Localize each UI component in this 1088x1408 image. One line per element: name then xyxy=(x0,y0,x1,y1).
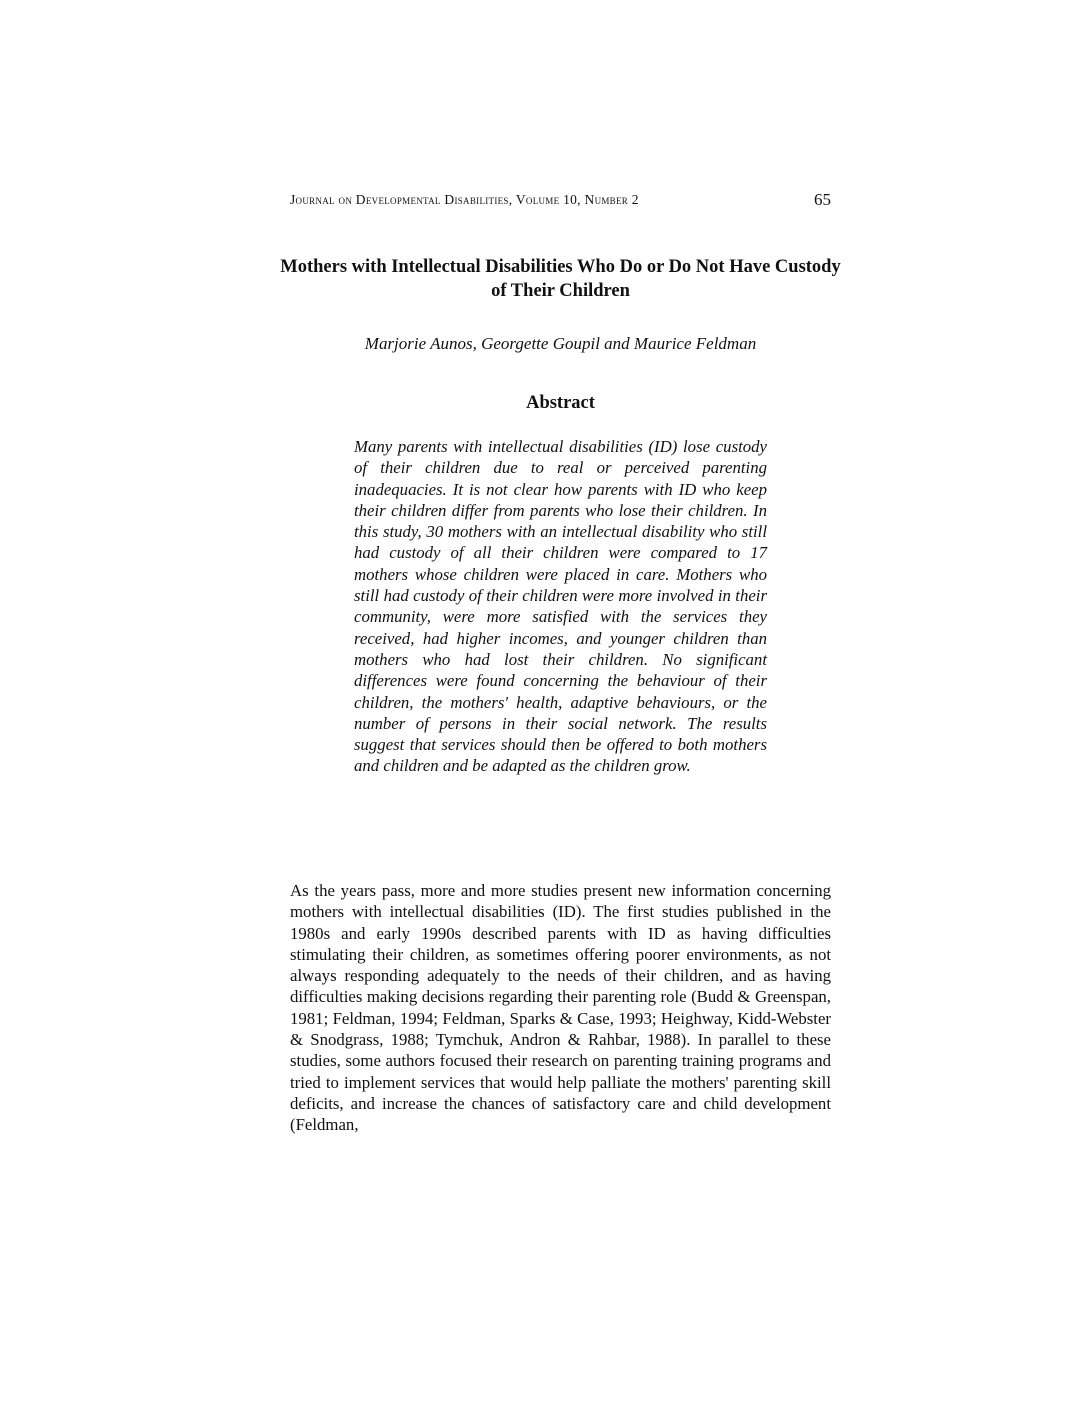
running-header xyxy=(290,190,831,212)
body-paragraph: As the years pass, more and more studies present new information concerning mothers with intellectual disabilities (ID). The first studies published in the 1980s and early 1990s described parents with ID as having difficulties stimulating their children, as sometimes offering poorer environments, as not always responding adequately to the needs of their children, and as having difficulties making decisions regarding their parenting role (Budd & Greenspan, 1981; Feldman, 1994; Feldman, Sparks & Case, 1993; Heighway, Kidd-Webster & Snodgrass, 1988; Tymchuk, Andron & Rahbar, 1988). In parallel to these studies, some authors focused their research on parenting training programs and tried to implement services that would help palliate the mothers' parenting skill deficits, and increase the chances of satisfactory care and child development (Feldman, xyxy=(290,881,831,1135)
journal-name: Journal on Developmental Disabilities, Volume 10, Number 2 xyxy=(290,192,639,207)
abstract-text: Many parents with intellectual disabilities (ID) lose custody of their children due to real or perceived parenting inadequacies. It is not clear how parents with ID who keep their children differ from parents who lose their children. In this study, 30 mothers with an intellectual disability who still had custody of all their children were compared to 17 mothers whose children were placed in care. Mothers who still had custody of their children were more involved in their community, were more satisfied with the services they received, had higher incomes, and younger children than mothers who had lost their children. No significant differences were found concerning the behaviour of their children, the mothers' health, adaptive behaviours, or the number of persons in their social network. The results suggest that services should then be offered to both mothers and children and be adapted as the children grow. xyxy=(354,437,767,776)
abstract-heading: Abstract xyxy=(526,393,595,413)
article-title: Mothers with Intellectual Disabilities Who Do or Do Not Have Custody of Their Children xyxy=(280,257,841,301)
page-number: 65 xyxy=(814,190,831,209)
author-list: Marjorie Aunos, Georgette Goupil and Maurice Feldman xyxy=(364,334,757,353)
